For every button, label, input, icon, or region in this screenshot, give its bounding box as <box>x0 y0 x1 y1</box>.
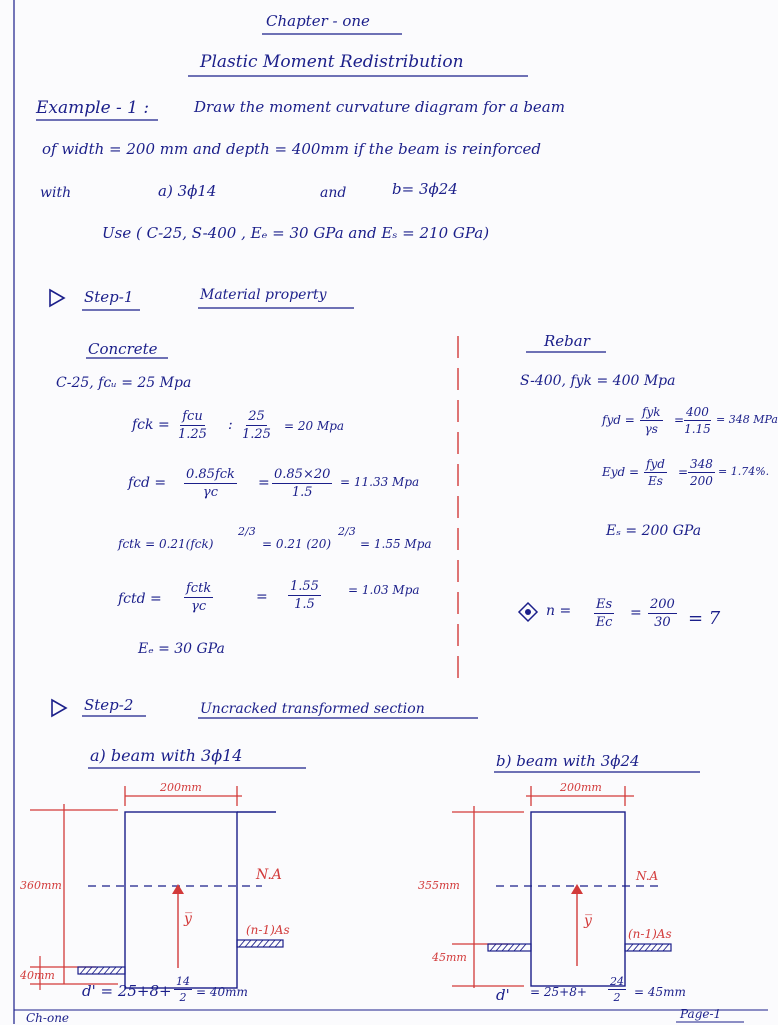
fck-fraction-1: fcu 1.25 <box>178 409 207 442</box>
step2-label: Step-2 <box>84 696 134 714</box>
beam-a-dprime: d' = 25+8+ <box>82 982 172 1000</box>
example-and: and <box>320 185 347 201</box>
eyd-fraction-1: fyd Es <box>646 457 665 488</box>
fctd-fraction-1: fctk γc <box>186 581 212 614</box>
beam-b-dprime-result: = 45mm <box>634 985 686 999</box>
concrete-ec: Eₑ = 30 GPa <box>138 641 225 657</box>
n-label: n = <box>546 603 572 619</box>
beam-a-heading: a) beam with 3ϕ14 <box>90 746 243 765</box>
rebar-heading: Rebar <box>544 332 590 350</box>
example-label: Example - 1 : <box>36 98 150 118</box>
fctk-label: fctk = 0.21(fck) <box>118 537 214 551</box>
beam-b-na: N.A <box>636 869 659 883</box>
beam-a-dprime-result: = 40mm <box>196 985 248 999</box>
step1-title: Material property <box>200 287 327 303</box>
beam-a-ybar: y̅ <box>184 911 192 927</box>
fctd-result: = 1.03 Mpa <box>348 583 420 597</box>
concrete-grade: C-25, fᴄᵤ = 25 Mpa <box>56 375 192 391</box>
n-fraction-2: $\frac{200}{30}$ <box>650 597 675 630</box>
example-with: with <box>40 185 72 201</box>
eyd-equals: = <box>678 465 689 479</box>
eyd-result: = 1.74%. <box>718 465 770 478</box>
eyd-label: Eyd = <box>602 465 640 479</box>
step1-label: Step-1 <box>84 288 134 306</box>
beam-b-depth-top: 355mm <box>418 879 460 892</box>
beam-a-width: 200mm <box>160 781 202 794</box>
example-line-2: of width = 200 mm and depth = 400mm if the beam is reinforced <box>42 140 541 158</box>
fyd-result: = 348 MPa <box>716 413 778 426</box>
fctk-exponent-2: 2/3 <box>338 525 356 538</box>
fyd-fraction-1: fyk γs <box>642 405 661 436</box>
fctk-exponent: 2/3 <box>238 525 256 538</box>
beam-b-dprime-label: d' <box>496 986 510 1004</box>
fck-result: = 20 Mpa <box>284 419 345 433</box>
fcd-fraction-1: 0.85fck γc <box>186 467 235 500</box>
fctk-mid: = 0.21 (20) <box>262 537 332 551</box>
beam-a-as: (n-1)As <box>246 923 290 937</box>
fck-fraction-2: $\frac{25}{1.25}$ <box>242 409 271 442</box>
step2-title: Uncracked transformed section <box>200 701 425 717</box>
example-line-1: Draw the moment curvature diagram for a beam <box>194 98 565 116</box>
rebar-grade: S-400, fyk = 400 Mpa <box>520 373 676 389</box>
n-equals: = <box>630 605 642 621</box>
fcd-label: fcd = <box>128 475 167 491</box>
beam-a-depth-top: 360mm <box>20 879 62 892</box>
fctk-result: = 1.55 Mpa <box>360 537 432 551</box>
beam-a-na: N.A <box>256 867 282 883</box>
fctd-equals: = <box>256 589 268 605</box>
fyd-equals: = <box>674 413 685 427</box>
fcd-equals: = <box>258 475 270 491</box>
fcd-result: = 11.33 Mpa <box>340 475 420 489</box>
fctd-fraction-2: $\frac{1.55}{1.5}$ <box>290 579 319 612</box>
beam-b-heading: b) beam with 3ϕ24 <box>496 752 640 770</box>
fck-colon: : <box>228 417 233 433</box>
beam-b-width: 200mm <box>560 781 602 794</box>
example-case-b: b= 3ϕ24 <box>392 180 458 198</box>
fcd-fraction-2: $\frac{0.85\times 20}{1.5}$ <box>274 467 331 500</box>
rebar-es: Eₛ = 200 GPa <box>606 523 702 539</box>
beam-b-depth-bottom: 45mm <box>432 951 467 964</box>
fyd-fraction-2: $\frac{400}{1.15}$ <box>684 405 711 436</box>
footer-page: Page-1 <box>680 1007 722 1021</box>
example-use: Use ( C-25, S-400 , Eₑ = 30 GPa and Eₛ = 210 GPa) <box>102 224 490 242</box>
n-fraction-1: $\frac{Es}{Ec}$ <box>595 597 613 630</box>
chapter-heading: Chapter - one <box>266 12 370 30</box>
n-result: = 7 <box>688 608 721 629</box>
beam-b-dprime-fraction: $\frac{24}{2}$ <box>610 975 624 1004</box>
page-title: Plastic Moment Redistribution <box>200 52 464 72</box>
concrete-heading: Concrete <box>88 340 158 358</box>
fck-label: fck = <box>132 417 170 433</box>
beam-a-depth-bottom: 40mm <box>20 969 55 982</box>
fyd-label: fyd = <box>602 413 635 427</box>
beam-a-dprime-fraction: $\frac{14}{2}$ <box>176 975 190 1004</box>
fctd-label: fctd = <box>118 591 162 607</box>
beam-b-ybar: y̅ <box>584 913 592 929</box>
beam-b-as: (n-1)As <box>628 927 672 941</box>
footer-chapter: Ch-one <box>26 1011 70 1025</box>
example-case-a: a) 3ϕ14 <box>158 182 217 200</box>
beam-b-dprime: = 25+8+ <box>530 985 587 999</box>
eyd-fraction-2: $\frac{348}{200}$ <box>690 457 713 488</box>
